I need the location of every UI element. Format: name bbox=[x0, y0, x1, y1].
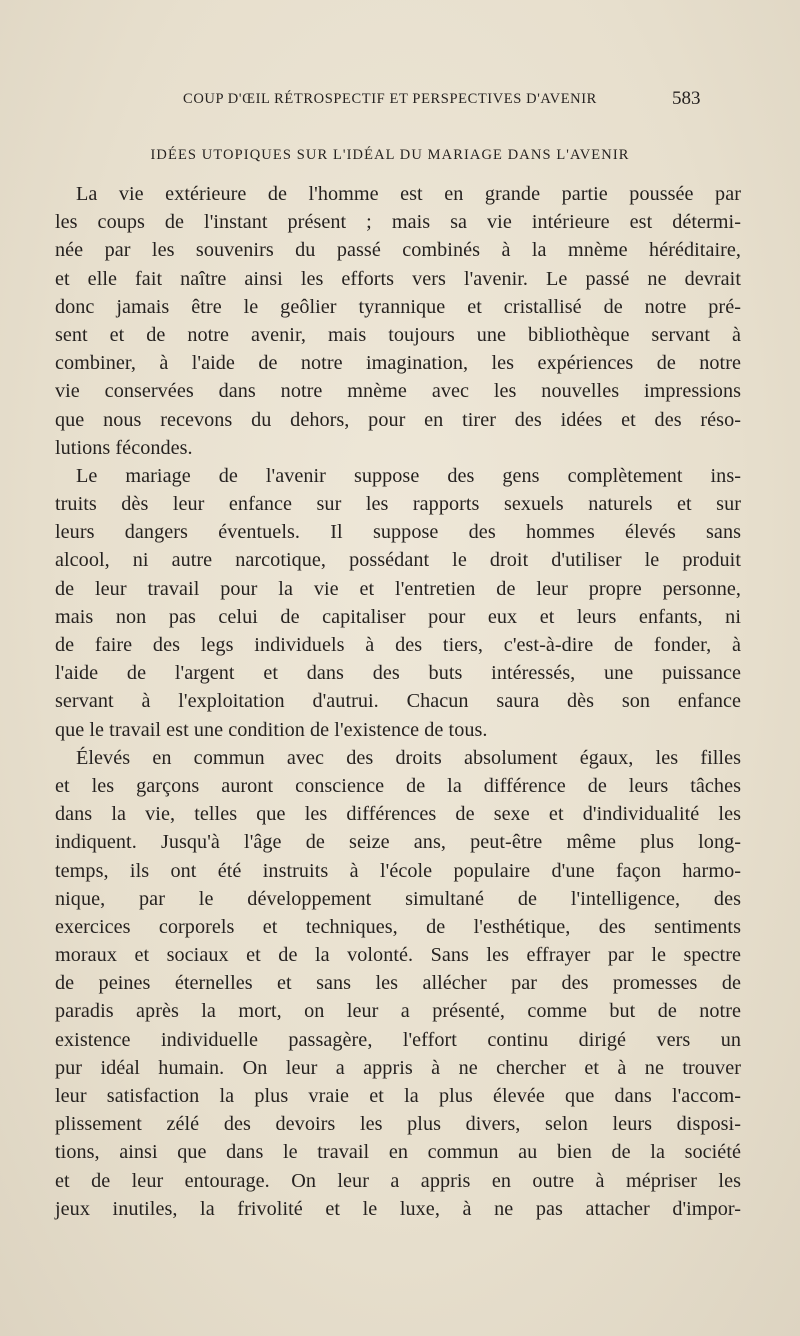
text-line: truits dès leur enfance sur les rapports sexuels naturels et sur bbox=[55, 493, 741, 516]
text-line: leur satisfaction la plus vraie et la plus élevée que dans l'accom- bbox=[55, 1085, 741, 1107]
section-title: IDÉES UTOPIQUES SUR L'IDÉAL DU MARIAGE DANS L'AVENIR bbox=[150, 147, 630, 163]
text-line: mais non pas celui de capitaliser pour eux et leurs enfants, ni bbox=[55, 605, 741, 628]
running-head bbox=[0, 88, 800, 115]
text-line: Élevés en commun avec des droits absolument égaux, les filles bbox=[76, 746, 741, 769]
text-line: pur idéal humain. On leur a appris à ne chercher et à ne trouver bbox=[55, 1056, 741, 1079]
text-line: indiquent. Jusqu'à l'âge de seize ans, peut-être même plus long- bbox=[55, 831, 741, 854]
text-line: nique, par le développement simultané de l'intelligence, des bbox=[55, 887, 741, 910]
text-line: donc jamais être le geôlier tyrannique et cristallisé de notre pré- bbox=[55, 295, 741, 318]
text-line: moraux et sociaux et de la volonté. Sans les effrayer par le spectre bbox=[55, 944, 741, 967]
text-line: alcool, ni autre narcotique, possédant le droit d'utiliser le produit bbox=[55, 549, 741, 572]
page-number: 583 bbox=[672, 88, 701, 109]
text-line: exercices corporels et techniques, de l'esthétique, des sentiments bbox=[55, 915, 741, 938]
text-line: leurs dangers éventuels. Il suppose des hommes élevés sans bbox=[55, 521, 741, 544]
text-line: tions, ainsi que dans le travail en commun au bien de la société bbox=[55, 1141, 741, 1164]
text-line: jeux inutiles, la frivolité et le luxe, à ne pas attacher d'impor- bbox=[55, 1197, 741, 1220]
text-line: et de leur entourage. On leur a appris en outre à mépriser les bbox=[55, 1169, 741, 1192]
running-title: COUP D'ŒIL RÉTROSPECTIF ET PERSPECTIVES D'AVENIR bbox=[183, 91, 597, 107]
text-line: sent et de notre avenir, mais toujours une bibliothèque servant à bbox=[55, 323, 741, 346]
text-line: combiner, à l'aide de notre imagination, les expériences de notre bbox=[55, 352, 741, 375]
text-line: lutions fécondes. bbox=[55, 436, 193, 459]
text-line: de peines éternelles et sans les allécher par des promesses de bbox=[55, 972, 741, 995]
text-line: paradis après la mort, on leur a présenté, comme but de notre bbox=[55, 1000, 741, 1023]
text-line: plissement zélé des devoirs les plus divers, selon leurs disposi- bbox=[55, 1113, 741, 1136]
text-line: temps, ils ont été instruits à l'école populaire d'une façon harmo- bbox=[55, 859, 741, 882]
text-line: de faire des legs individuels à des tiers, c'est-à-dire de fonder, à bbox=[55, 634, 741, 656]
text-line: Le mariage de l'avenir suppose des gens complètement ins- bbox=[76, 464, 741, 487]
text-line: servant à l'exploitation d'autrui. Chacun saura dès son enfance bbox=[55, 690, 741, 713]
body-text bbox=[55, 180, 741, 1223]
text-line: les coups de l'instant présent ; mais sa vie intérieure est détermi- bbox=[55, 211, 741, 234]
text-line: existence individuelle passagère, l'effort continu dirigé vers un bbox=[55, 1028, 741, 1051]
text-line: que nous recevons du dehors, pour en tirer des idées et des réso- bbox=[55, 408, 741, 431]
text-line: que le travail est une condition de l'existence de tous. bbox=[55, 718, 488, 741]
text-line: vie conservées dans notre mnème avec les nouvelles impressions bbox=[55, 380, 741, 403]
text-line: et les garçons auront conscience de la différence de leurs tâches bbox=[55, 774, 741, 797]
text-line: dans la vie, telles que les différences de sexe et d'individualité les bbox=[55, 803, 741, 826]
text-line: de leur travail pour la vie et l'entretien de leur propre personne, bbox=[55, 577, 741, 600]
text-line: et elle fait naître ainsi les efforts vers l'avenir. Le passé ne devrait bbox=[55, 267, 741, 290]
text-line: née par les souvenirs du passé combinés à la mnème héréditaire, bbox=[55, 239, 741, 262]
text-line: La vie extérieure de l'homme est en grande partie poussée par bbox=[76, 183, 741, 205]
text-line: l'aide de l'argent et dans des buts intéressés, une puissance bbox=[55, 662, 741, 685]
